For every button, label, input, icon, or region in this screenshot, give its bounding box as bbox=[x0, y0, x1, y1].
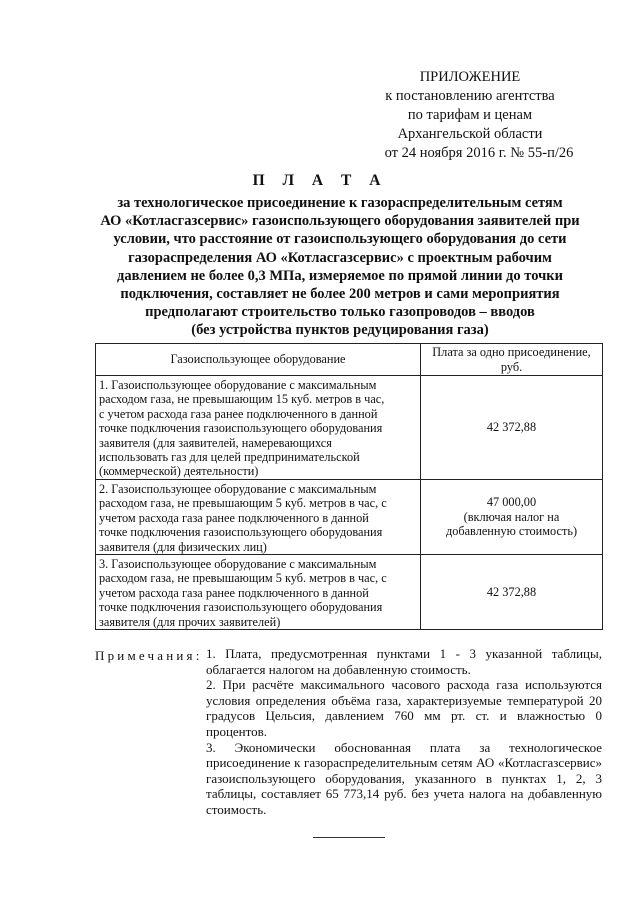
description-line: точке подключения газоиспользующего оборудования bbox=[99, 525, 383, 540]
description-line: использовать газ для целей предпринимательской bbox=[99, 450, 360, 465]
fee-cell bbox=[421, 480, 603, 555]
table-row bbox=[96, 376, 603, 480]
notes-label: Примечания: bbox=[95, 648, 203, 663]
description-line: точке подключения газоиспользующего оборудования bbox=[99, 600, 383, 615]
description-line: заявителя (для прочих заявителей) bbox=[99, 614, 281, 629]
appendix-date: от 24 ноября 2016 г. № 55-п/26 bbox=[384, 145, 574, 161]
fee-note-line-1: (включая налог на bbox=[463, 509, 560, 524]
table-row bbox=[96, 480, 603, 555]
description-line: (коммерческой) деятельности) bbox=[99, 464, 259, 479]
note-item: 1. Плата, предусмотренная пунктами 1 - 3 указанной таблицы, облагается налогом на добавленную стоимость. bbox=[206, 646, 602, 677]
table-header-row bbox=[96, 344, 603, 376]
fee-value: 42 372,88 bbox=[486, 584, 537, 599]
equipment-description bbox=[96, 376, 421, 480]
closing-rule bbox=[313, 837, 385, 838]
fee-cell bbox=[421, 376, 603, 480]
description-line: 3. Газоиспользующее оборудование с максимальным bbox=[99, 557, 377, 572]
description-line: расходом газа, не превышающим 15 куб. метров в час, bbox=[99, 392, 385, 407]
notes-list bbox=[206, 646, 602, 818]
header-fee-line-1: Плата за одно присоединение, bbox=[432, 345, 591, 360]
description-line: с учетом расхода газа ранее подключенного в данной bbox=[99, 406, 378, 421]
header-fee-line-2: руб. bbox=[500, 359, 523, 374]
description-line: учетом расхода газа ранее подключенного в данной bbox=[99, 510, 369, 525]
document-subtitle bbox=[80, 194, 600, 340]
subtitle-line: давлением не более 0,3 МПа, измеряемое по прямой линии до точки bbox=[117, 267, 563, 284]
appendix-line-1: к постановлению агентства bbox=[385, 88, 555, 104]
equipment-description bbox=[96, 555, 421, 630]
note-item: 2. При расчёте максимального часового расхода газа используются условия определения объёма газа, характеризуемые температурой 20 градусов Цельсия, давлением 760 мм рт. ст. и влажностью 0 процентов. bbox=[206, 677, 602, 739]
fee-table bbox=[95, 343, 603, 630]
fee-note-line-2: добавленную стоимость) bbox=[445, 524, 578, 539]
description-line: учетом расхода газа ранее подключенного в данной bbox=[99, 585, 369, 600]
subtitle-line: условии, что расстояние от газоиспользующего оборудования до сети bbox=[113, 231, 567, 248]
subtitle-line: газораспределения АО «Котласгазсервис» с проектным рабочим bbox=[128, 249, 552, 266]
document-title: П Л А Т А bbox=[252, 172, 388, 189]
description-line: 2. Газоиспользующее оборудование с максимальным bbox=[99, 482, 377, 496]
description-line: расходом газа, не превышающим 5 куб. метров в час, с bbox=[99, 571, 387, 586]
description-line: расходом газа, не превышающим 5 куб. метров в час, с bbox=[99, 496, 387, 511]
subtitle-line: за технологическое присоединение к газораспределительным сетям bbox=[117, 195, 563, 211]
description-line: 1. Газоиспользующее оборудование с максимальным bbox=[99, 378, 377, 392]
appendix-line-3: Архангельской области bbox=[397, 126, 543, 142]
header-equipment: Газоиспользующее оборудование bbox=[96, 344, 421, 376]
equipment-description bbox=[96, 480, 421, 555]
header-fee bbox=[421, 344, 603, 376]
fee-cell bbox=[421, 555, 603, 630]
description-line: заявителя (для заявителей, намеревающихся bbox=[99, 435, 332, 450]
fee-value: 47 000,00 bbox=[486, 495, 537, 510]
description-line: точке подключения газоиспользующего оборудования bbox=[99, 421, 383, 436]
appendix-header bbox=[350, 68, 590, 163]
note-item: 3. Экономически обоснованная плата за технологическое присоединение к газораспределительным сетям АО «Котласгазсервис» газоиспользующего оборудования, указанного в пунктах 1, 2, 3 таблицы, составляет 65 773,14 руб. без учета налога на добавленную стоимость. bbox=[206, 739, 602, 817]
subtitle-line: (без устройства пунктов редуцирования газа) bbox=[191, 322, 489, 339]
appendix-line-2: по тарифам и ценам bbox=[407, 107, 533, 123]
fee-value: 42 372,88 bbox=[486, 420, 537, 435]
subtitle-line: подключения, составляет не более 200 метров и сами мероприятия bbox=[120, 286, 560, 303]
subtitle-line: предполагают строительство только газопроводов – вводов bbox=[145, 304, 535, 321]
subtitle-line: АО «Котласгазсервис» газоиспользующего оборудования заявителей при bbox=[100, 213, 580, 230]
description-line: заявителя (для физических лиц) bbox=[99, 539, 267, 554]
appendix-title: ПРИЛОЖЕНИЕ bbox=[419, 69, 521, 85]
table-row bbox=[96, 555, 603, 630]
